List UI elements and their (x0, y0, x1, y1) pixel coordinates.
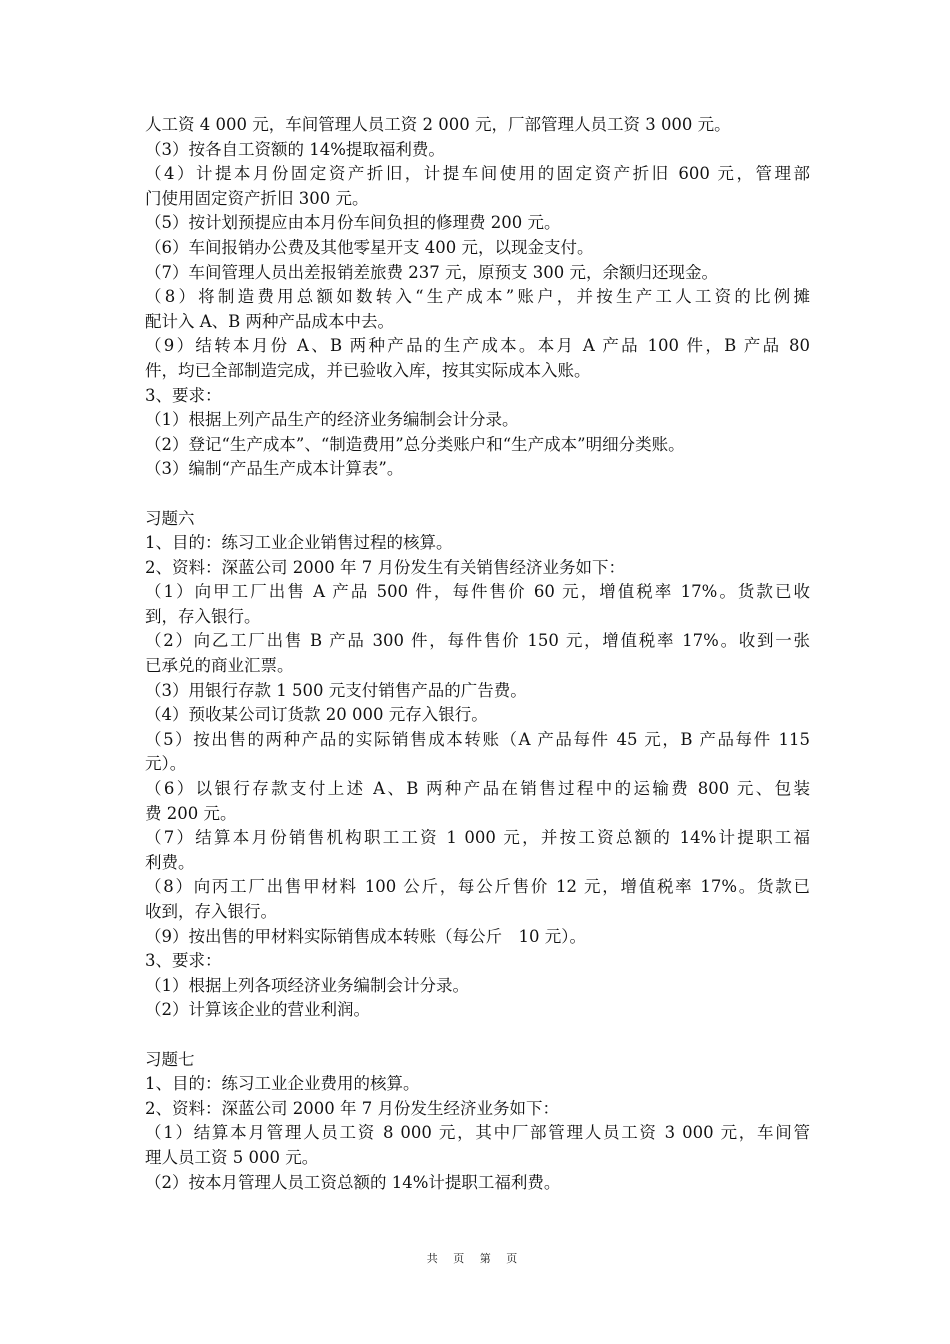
text-section (145, 1048, 810, 1196)
text-section (145, 113, 810, 482)
text-line: 元）。 (145, 754, 187, 774)
text-line: 件，均已全部制造完成，并已验收入库，按其实际成本入账。 (145, 360, 591, 380)
text-line: （5）按出售的两种产品的实际销售成本转账（A 产品每件 45 元，B 产品每件 115 (145, 729, 810, 749)
text-line: 费 200 元。 (145, 803, 237, 823)
text-line: 习题六 (145, 508, 195, 528)
text-line: （1）结算本月管理人员工资 8 000 元，其中厂部管理人员工资 3 000 元，车间管 (145, 1123, 810, 1143)
text-line: （7）车间管理人员出差报销差旅费 237 元，原预支 300 元，余额归还现金。 (145, 262, 718, 282)
text-line: （4）预收某公司订货款 20 000 元存入银行。 (145, 705, 488, 725)
text-line: 到，存入银行。 (145, 606, 261, 626)
text-line: （8）将制造费用总额如数转入“生产成本”账户，并按生产工人工资的比例摊 (145, 287, 810, 307)
text-line: （9）按出售的甲材料实际销售成本转账（每公斤 10 元）。 (145, 926, 586, 946)
text-line: （2）按本月管理人员工资总额的 14%计提职工福利费。 (145, 1172, 561, 1192)
text-line: （3）编制“产品生产成本计算表”。 (145, 459, 404, 479)
text-line: （1）根据上列产品生产的经济业务编制会计分录。 (145, 410, 519, 430)
text-line: 利费。 (145, 852, 195, 872)
text-line: 1、目的：练习工业企业销售过程的核算。 (145, 533, 453, 553)
paragraph-gap (145, 1023, 810, 1048)
text-line: 人工资 4 000 元，车间管理人员工资 2 000 元，厂部管理人员工资 3 000 元。 (145, 115, 731, 134)
text-line: （3）按各自工资额的 14%提取福利费。 (145, 139, 445, 159)
text-line: （2）登记“生产成本”、“制造费用”总分类账户和“生产成本”明细分类账。 (145, 434, 685, 454)
text-line: （7）结算本月份销售机构职工工资 1 000 元，并按工资总额的 14%计提职工福 (145, 828, 810, 848)
text-line: （2）向乙工厂出售 B 产品 300 件，每件售价 150 元，增值税率 17%。收到一张 (145, 631, 810, 651)
text-line: 理人员工资 5 000 元。 (145, 1147, 319, 1167)
paragraph-gap (145, 482, 810, 507)
text-line: 收到，存入银行。 (145, 902, 277, 921)
text-section (145, 507, 810, 1023)
text-line: （1）向甲工厂出售 A 产品 500 件，每件售价 60 元，增值税率 17%。货款已收 (145, 582, 810, 602)
text-line: 3、要求： (145, 951, 222, 971)
text-line: （9）结转本月份 A、B 两种产品的生产成本。本月 A 产品 100 件，B 产品 80 (145, 336, 810, 356)
text-line: （8）向丙工厂出售甲材料 100 公斤，每公斤售价 12 元，增值税率 17%。货款已 (145, 877, 810, 897)
text-line: 已承兑的商业汇票。 (145, 656, 294, 676)
page-footer: 共 页 第 页 (426, 1252, 524, 1265)
text-line: 门使用固定资产折旧 300 元。 (145, 188, 369, 208)
text-line: （6）以银行存款支付上述 A、B 两种产品在销售过程中的运输费 800 元、包装 (145, 779, 810, 799)
text-line: 1、目的：练习工业企业费用的核算。 (145, 1074, 420, 1094)
text-line: 2、资料：深蓝公司 2000 年 7 月份发生经济业务如下： (145, 1098, 559, 1118)
text-line: （3）用银行存款 1 500 元支付销售产品的广告费。 (145, 680, 527, 700)
text-line: （5）按计划预提应由本月份车间负担的修理费 200 元。 (145, 213, 561, 233)
text-line: 习题七 (145, 1049, 195, 1069)
text-line: （6）车间报销办公费及其他零星开支 400 元，以现金支付。 (145, 237, 594, 257)
text-line: （1）根据上列各项经济业务编制会计分录。 (145, 975, 469, 995)
document-body (145, 113, 810, 1195)
text-line: （4）计提本月份固定资产折旧，计提车间使用的固定资产折旧 600 元，管理部 (145, 164, 810, 184)
text-line: 配计入 A、B 两种产品成本中去。 (145, 311, 395, 331)
text-line: 2、资料：深蓝公司 2000 年 7 月份发生有关销售经济业务如下： (145, 557, 625, 577)
text-line: （2）计算该企业的营业利润。 (145, 1000, 370, 1020)
text-line: 3、要求： (145, 385, 222, 405)
